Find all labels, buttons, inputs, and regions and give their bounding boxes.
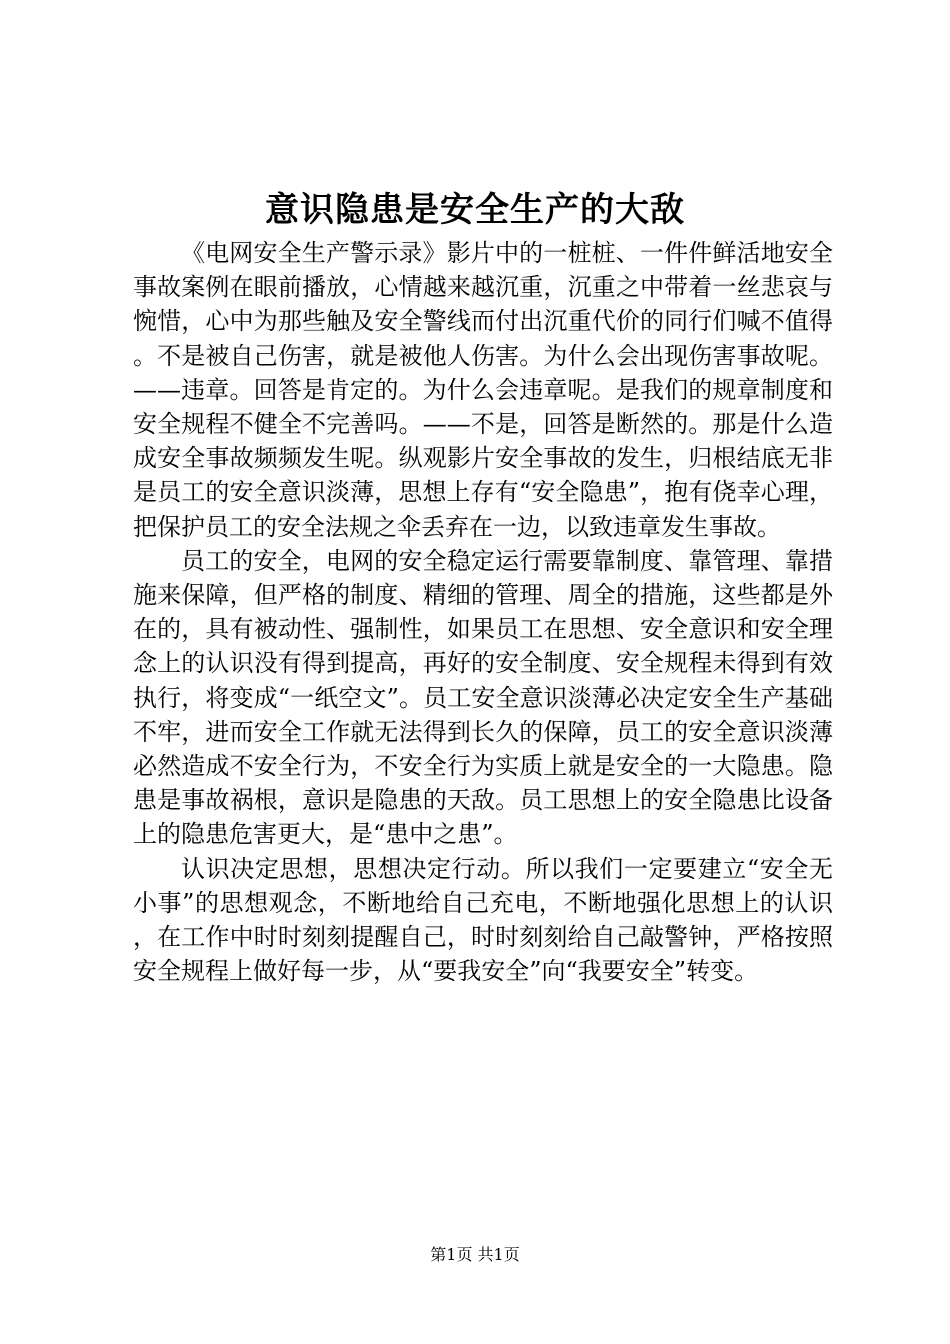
- document-body: [133, 236, 833, 988]
- page-number: 第1页: [430, 1245, 473, 1264]
- paragraph-1: 《电网安全生产警示录》影片中的一桩桩、一件件鲜活地安全事故案例在眼前播放，心情越来越沉重，沉重之中带着一丝悲哀与惋惜，心中为那些触及安全警线而付出沉重代价的同行们喊不值得。不是被自己伤害，就是被他人伤害。为什么会出现伤害事故呢。——违章。回答是肯定的。为什么会违章呢。是我们的规章制度和安全规程不健全不完善吗。——不是，回答是断然的。那是什么造成安全事故频频发生呢。纵观影片安全事故的发生，归根结底无非是员工的安全意识淡薄，思想上存有“安全隐患”，抱有侥幸心理，把保护员工的安全法规之伞丢弃在一边，以致违章发生事故。: [133, 239, 833, 541]
- page-footer: [0, 1244, 950, 1266]
- paragraph-3: 认识决定思想，思想决定行动。所以我们一定要建立“安全无小事”的思想观念，不断地给自己充电，不断地强化思想上的认识，在工作中时时刻刻提醒自己，时时刻刻给自己敲警钟，严格按照安全规程上做好每一步，从“要我安全”向“我要安全”转变。: [133, 854, 833, 986]
- paragraph-2: 员工的安全，电网的安全稳定运行需要靠制度、靠管理、靠措施来保障，但严格的制度、精细的管理、周全的措施，这些都是外在的，具有被动性、强制性，如果员工在思想、安全意识和安全理念上的认识没有得到提高，再好的安全制度、安全规程未得到有效执行，将变成“一纸空文”。员工安全意识淡薄必决定安全生产基础不牢，进而安全工作就无法得到长久的保障，员工的安全意识淡薄必然造成不安全行为，不安全行为实质上就是安全的一大隐患。隐患是事故祸根，意识是隐患的天敌。员工思想上的安全隐患比设备上的隐患危害更大，是“患中之患”。: [133, 546, 833, 849]
- page-total: 共1页: [477, 1245, 520, 1264]
- document-title: 意识隐患是安全生产的大敌: [265, 190, 685, 230]
